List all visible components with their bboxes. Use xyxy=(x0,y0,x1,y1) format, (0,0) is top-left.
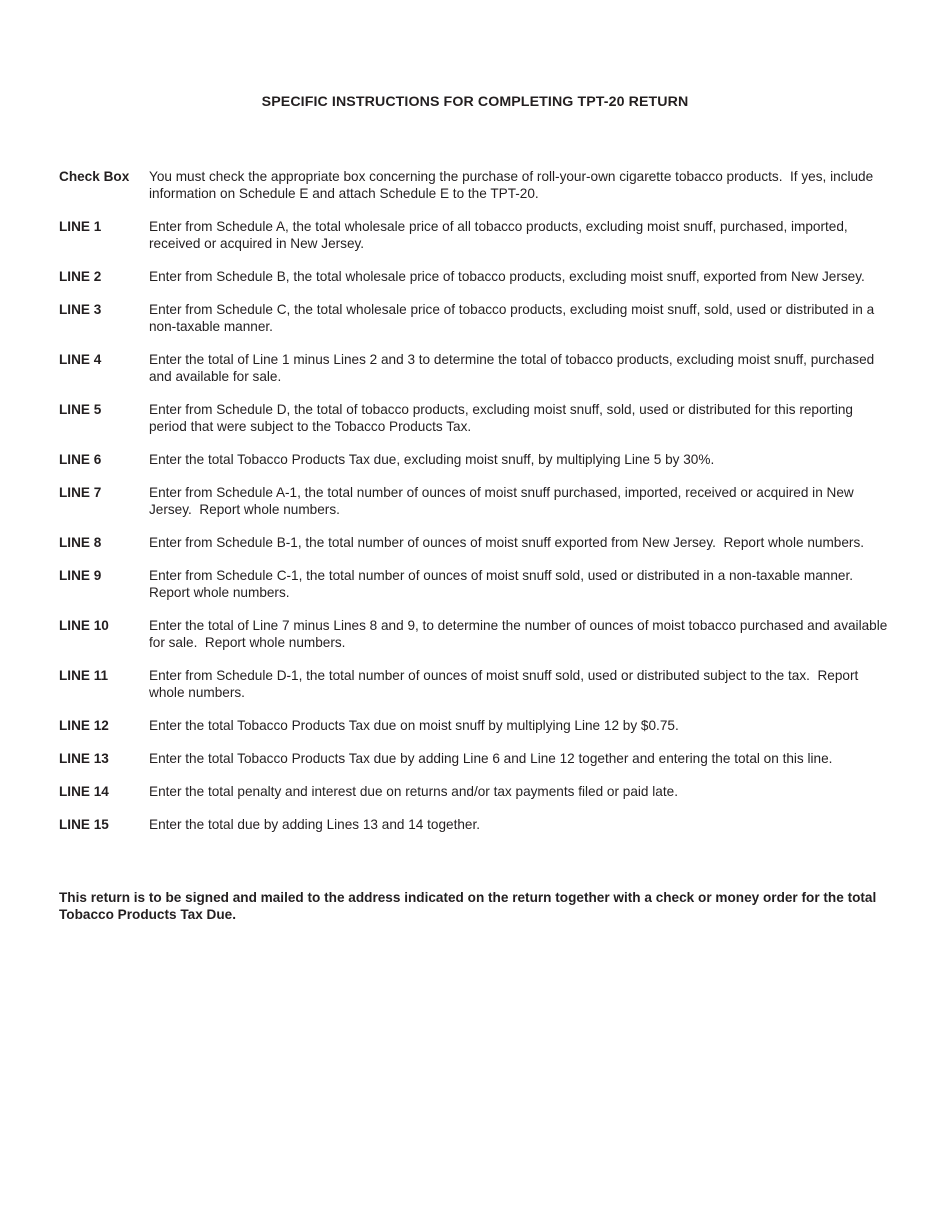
instruction-line-10 xyxy=(59,617,894,651)
instruction-text: Enter from Schedule D, the total of tobacco products, excluding moist snuff, sold, used or distributed for this reporting period that were subject to the Tobacco Products Tax. xyxy=(149,402,857,434)
instruction-text: Enter from Schedule C, the total wholesale price of tobacco products, excluding moist snuff, sold, used or distributed in a non-taxable manner. xyxy=(149,302,878,334)
instruction-line-11 xyxy=(59,667,894,701)
instruction-line-12 xyxy=(59,717,894,734)
instruction-label: LINE 14 xyxy=(59,784,109,799)
instruction-text: Enter the total due by adding Lines 13 and 14 together. xyxy=(149,817,481,832)
instruction-text: Enter the total of Line 1 minus Lines 2 and 3 to determine the total of tobacco products, excluding moist snuff, purchased and available for sale. xyxy=(149,352,878,384)
instruction-text: Enter from Schedule A, the total wholesale price of all tobacco products, excluding moist snuff, purchased, imported, received or acquired in New Jersey. xyxy=(149,219,852,251)
instruction-line-2 xyxy=(59,268,894,285)
signing-note: This return is to be signed and mailed to the address indicated on the return together with a check or money order for the total Tobacco Products Tax Due. xyxy=(59,890,877,922)
instruction-label: LINE 4 xyxy=(59,352,102,367)
instruction-label: LINE 1 xyxy=(59,219,102,234)
instruction-text: Enter from Schedule B-1, the total number of ounces of moist snuff exported from New Jersey. Report whole numbers. xyxy=(149,535,865,550)
instruction-text: Enter the total Tobacco Products Tax due by adding Line 6 and Line 12 together and entering the total on this line. xyxy=(149,751,833,766)
instruction-label: LINE 6 xyxy=(59,452,102,467)
instruction-label: LINE 3 xyxy=(59,302,102,317)
instruction-list xyxy=(59,168,894,849)
instruction-text: Enter the total Tobacco Products Tax due, excluding moist snuff, by multiplying Line 5 by 30%. xyxy=(149,452,715,467)
instruction-label: LINE 9 xyxy=(59,568,102,583)
instruction-label: LINE 2 xyxy=(59,269,102,284)
instruction-label: LINE 11 xyxy=(59,668,109,683)
instruction-check-box xyxy=(59,168,894,202)
instruction-line-4 xyxy=(59,351,894,385)
instruction-line-1 xyxy=(59,218,894,252)
instruction-text: Enter the total Tobacco Products Tax due on moist snuff by multiplying Line 12 by $0.75. xyxy=(149,718,679,733)
instruction-label: Check Box xyxy=(59,169,130,184)
instruction-line-5 xyxy=(59,401,894,435)
instruction-line-8 xyxy=(59,534,894,551)
instruction-line-7 xyxy=(59,484,894,518)
instruction-text: Enter from Schedule C-1, the total number of ounces of moist snuff sold, used or distributed in a non-taxable manner. Report whole numbers. xyxy=(149,568,861,600)
instruction-label: LINE 15 xyxy=(59,817,109,832)
instruction-label: LINE 7 xyxy=(59,485,102,500)
instruction-label: LINE 12 xyxy=(59,718,109,733)
instruction-text: Enter from Schedule A-1, the total number of ounces of moist snuff purchased, imported, received or acquired in New Jersey. Report whole numbers. xyxy=(149,485,858,517)
instruction-text: You must check the appropriate box concerning the purchase of roll-your-own cigarette tobacco products. If yes, include information on Schedule E and attach Schedule E to the TPT-20. xyxy=(149,169,877,201)
instruction-text: Enter from Schedule D-1, the total number of ounces of moist snuff sold, used or distributed subject to the tax. Report whole numbers. xyxy=(149,668,863,700)
instruction-label: LINE 13 xyxy=(59,751,109,766)
instruction-label: LINE 10 xyxy=(59,618,109,633)
instruction-line-15 xyxy=(59,816,894,833)
instruction-label: LINE 5 xyxy=(59,402,102,417)
instruction-line-14 xyxy=(59,783,894,800)
instruction-text: Enter the total of Line 7 minus Lines 8 and 9, to determine the number of ounces of moist tobacco purchased and available for sale. Report whole numbers. xyxy=(149,618,892,650)
instruction-text: Enter the total penalty and interest due on returns and/or tax payments filed or paid late. xyxy=(149,784,678,799)
instruction-line-6 xyxy=(59,451,894,468)
instruction-line-13 xyxy=(59,750,894,767)
instruction-label: LINE 8 xyxy=(59,535,102,550)
page-title: SPECIFIC INSTRUCTIONS FOR COMPLETING TPT-20 RETURN xyxy=(261,94,689,110)
instruction-line-3 xyxy=(59,301,894,335)
instruction-line-9 xyxy=(59,567,894,601)
instruction-text: Enter from Schedule B, the total wholesale price of tobacco products, excluding moist snuff, exported from New Jersey. xyxy=(149,269,865,284)
